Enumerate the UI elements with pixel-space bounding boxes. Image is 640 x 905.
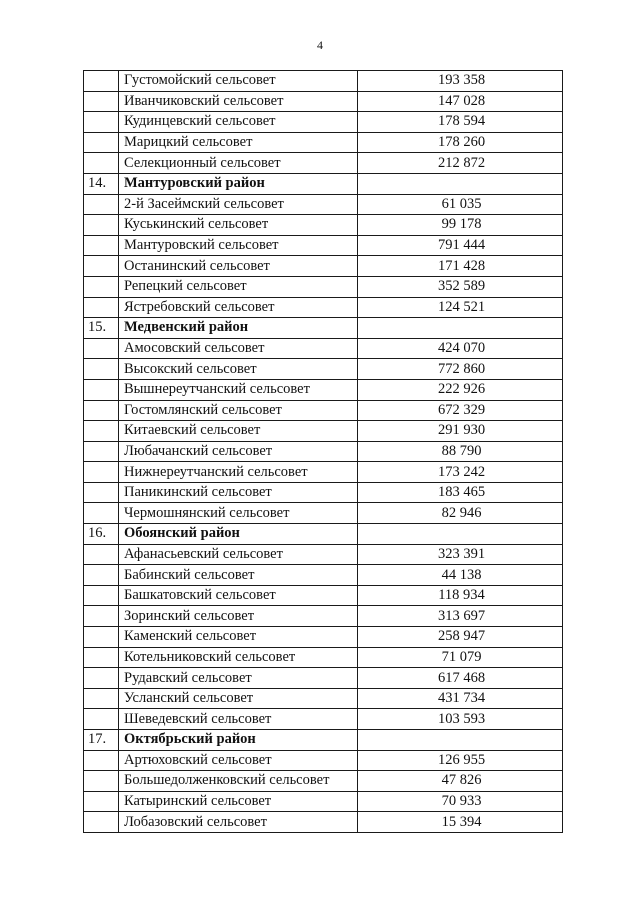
page-number: 4 [317, 38, 323, 52]
table-row [84, 812, 563, 833]
row-number-cell [84, 256, 119, 277]
amount-cell: 44 138 [358, 565, 563, 586]
table-row [84, 503, 563, 524]
row-number-cell [84, 235, 119, 256]
settlement-name-cell: 2-й Засеймский сельсовет [119, 194, 358, 215]
row-number-cell [84, 276, 119, 297]
row-number-cell [84, 132, 119, 153]
table-row [84, 544, 563, 565]
row-number-cell [84, 647, 119, 668]
table-row [84, 359, 563, 380]
row-number-cell [84, 688, 119, 709]
amount-cell: 193 358 [358, 71, 563, 92]
amount-cell: 126 955 [358, 750, 563, 771]
table-row [84, 91, 563, 112]
row-number-cell [84, 709, 119, 730]
amount-cell: 323 391 [358, 544, 563, 565]
row-number-cell [84, 565, 119, 586]
table-row [84, 606, 563, 627]
table-row [84, 421, 563, 442]
table-row [84, 482, 563, 503]
amount-cell: 118 934 [358, 585, 563, 606]
amount-cell: 88 790 [358, 441, 563, 462]
row-number-cell [84, 400, 119, 421]
table-row [84, 194, 563, 215]
row-number-cell [84, 71, 119, 92]
district-row [84, 173, 563, 194]
row-number-cell [84, 791, 119, 812]
district-name-cell: Октябрьский район [119, 730, 358, 751]
settlement-name-cell: Шеведевский сельсовет [119, 709, 358, 730]
settlement-name-cell: Котельниковский сельсовет [119, 647, 358, 668]
row-number-cell: 14. [84, 173, 119, 194]
settlement-name-cell: Репецкий сельсовет [119, 276, 358, 297]
settlement-name-cell: Бабинский сельсовет [119, 565, 358, 586]
table-row [84, 709, 563, 730]
amount-cell: 672 329 [358, 400, 563, 421]
row-number-cell [84, 441, 119, 462]
district-row [84, 318, 563, 339]
amount-cell: 352 589 [358, 276, 563, 297]
table-row [84, 647, 563, 668]
table-row [84, 71, 563, 92]
settlement-name-cell: Артюховский сельсовет [119, 750, 358, 771]
amount-cell: 772 860 [358, 359, 563, 380]
district-name-cell: Медвенский район [119, 318, 358, 339]
row-number-cell [84, 112, 119, 133]
district-name-cell: Обоянский район [119, 524, 358, 545]
allocation-table [83, 70, 563, 833]
settlement-name-cell: Гостомлянский сельсовет [119, 400, 358, 421]
row-number-cell [84, 750, 119, 771]
settlement-name-cell: Чермошнянский сельсовет [119, 503, 358, 524]
table-row [84, 668, 563, 689]
row-number-cell [84, 359, 119, 380]
settlement-name-cell: Катыринский сельсовет [119, 791, 358, 812]
settlement-name-cell: Любачанский сельсовет [119, 441, 358, 462]
settlement-name-cell: Большедолженковский сельсовет [119, 771, 358, 792]
table-row [84, 791, 563, 812]
row-number-cell [84, 194, 119, 215]
table-row [84, 153, 563, 174]
amount-cell: 313 697 [358, 606, 563, 627]
settlement-name-cell: Амосовский сельсовет [119, 338, 358, 359]
settlement-name-cell: Усланский сельсовет [119, 688, 358, 709]
table-row [84, 297, 563, 318]
settlement-name-cell: Лобазовский сельсовет [119, 812, 358, 833]
amount-cell: 291 930 [358, 421, 563, 442]
table-row [84, 256, 563, 277]
amount-cell: 617 468 [358, 668, 563, 689]
row-number-cell [84, 153, 119, 174]
settlement-name-cell: Марицкий сельсовет [119, 132, 358, 153]
table-row [84, 112, 563, 133]
table-row [84, 627, 563, 648]
table-row [84, 585, 563, 606]
row-number-cell: 16. [84, 524, 119, 545]
row-number-cell [84, 462, 119, 483]
amount-cell [358, 173, 563, 194]
table-row [84, 565, 563, 586]
table-row [84, 276, 563, 297]
amount-cell: 424 070 [358, 338, 563, 359]
row-number-cell [84, 585, 119, 606]
row-number-cell [84, 668, 119, 689]
settlement-name-cell: Густомойский сельсовет [119, 71, 358, 92]
amount-cell: 124 521 [358, 297, 563, 318]
table-body [84, 71, 563, 833]
row-number-cell: 17. [84, 730, 119, 751]
row-number-cell [84, 812, 119, 833]
settlement-name-cell: Высокский сельсовет [119, 359, 358, 380]
amount-cell: 15 394 [358, 812, 563, 833]
table-row [84, 379, 563, 400]
settlement-name-cell: Зоринский сельсовет [119, 606, 358, 627]
settlement-name-cell: Нижнереутчанский сельсовет [119, 462, 358, 483]
amount-cell: 178 260 [358, 132, 563, 153]
amount-cell: 791 444 [358, 235, 563, 256]
district-row [84, 524, 563, 545]
row-number-cell [84, 503, 119, 524]
row-number-cell [84, 421, 119, 442]
amount-cell: 99 178 [358, 215, 563, 236]
amount-cell: 183 465 [358, 482, 563, 503]
table-row [84, 771, 563, 792]
row-number-cell [84, 91, 119, 112]
settlement-name-cell: Вышнереутчанский сельсовет [119, 379, 358, 400]
table-row [84, 132, 563, 153]
row-number-cell [84, 627, 119, 648]
amount-cell: 212 872 [358, 153, 563, 174]
amount-cell: 178 594 [358, 112, 563, 133]
table-row [84, 750, 563, 771]
row-number-cell [84, 544, 119, 565]
district-name-cell: Мантуровский район [119, 173, 358, 194]
row-number-cell [84, 606, 119, 627]
amount-cell: 70 933 [358, 791, 563, 812]
row-number-cell [84, 771, 119, 792]
district-row [84, 730, 563, 751]
settlement-name-cell: Ястребовский сельсовет [119, 297, 358, 318]
settlement-name-cell: Куськинский сельсовет [119, 215, 358, 236]
table-row [84, 338, 563, 359]
settlement-name-cell: Афанасьевский сельсовет [119, 544, 358, 565]
amount-cell: 61 035 [358, 194, 563, 215]
amount-cell: 173 242 [358, 462, 563, 483]
settlement-name-cell: Останинский сельсовет [119, 256, 358, 277]
amount-cell: 258 947 [358, 627, 563, 648]
amount-cell: 171 428 [358, 256, 563, 277]
table-row [84, 235, 563, 256]
amount-cell: 82 946 [358, 503, 563, 524]
row-number-cell [84, 379, 119, 400]
row-number-cell [84, 338, 119, 359]
amount-cell [358, 524, 563, 545]
settlement-name-cell: Селекционный сельсовет [119, 153, 358, 174]
row-number-cell [84, 215, 119, 236]
settlement-name-cell: Башкатовский сельсовет [119, 585, 358, 606]
amount-cell: 47 826 [358, 771, 563, 792]
amount-cell: 147 028 [358, 91, 563, 112]
row-number-cell [84, 482, 119, 503]
amount-cell: 222 926 [358, 379, 563, 400]
amount-cell: 103 593 [358, 709, 563, 730]
settlement-name-cell: Кудинцевский сельсовет [119, 112, 358, 133]
table-row [84, 688, 563, 709]
amount-cell: 431 734 [358, 688, 563, 709]
settlement-name-cell: Паникинский сельсовет [119, 482, 358, 503]
row-number-cell: 15. [84, 318, 119, 339]
row-number-cell [84, 297, 119, 318]
settlement-name-cell: Иванчиковский сельсовет [119, 91, 358, 112]
amount-cell [358, 318, 563, 339]
table-row [84, 462, 563, 483]
amount-cell [358, 730, 563, 751]
table-row [84, 400, 563, 421]
settlement-name-cell: Китаевский сельсовет [119, 421, 358, 442]
settlement-name-cell: Рудавский сельсовет [119, 668, 358, 689]
table-row [84, 215, 563, 236]
settlement-name-cell: Мантуровский сельсовет [119, 235, 358, 256]
table-row [84, 441, 563, 462]
settlement-name-cell: Каменский сельсовет [119, 627, 358, 648]
amount-cell: 71 079 [358, 647, 563, 668]
